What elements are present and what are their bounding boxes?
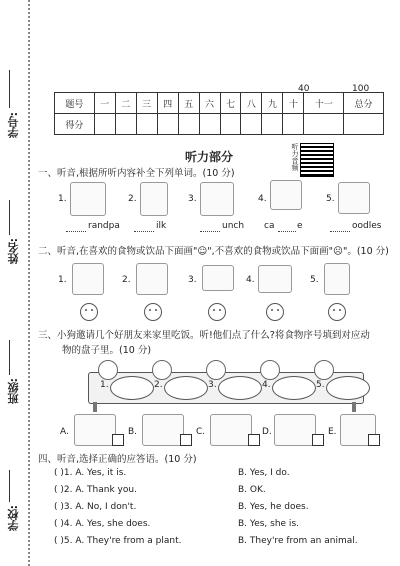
- score-header-cell: 九: [262, 93, 283, 114]
- q3-number: 3.: [208, 380, 217, 390]
- q4-question: ( )2. A. Thank you.: [54, 485, 137, 495]
- q1-title: 一、听音,根据所听内容补全下列单词。(10 分): [38, 168, 235, 179]
- table-leg: [93, 402, 97, 412]
- q2-number: 3.: [188, 275, 197, 285]
- score-cell[interactable]: [136, 114, 157, 135]
- score-value-row: [55, 114, 384, 135]
- score-cell[interactable]: [220, 114, 241, 135]
- student-id-label: 学号:: [7, 112, 20, 139]
- answer-box[interactable]: [180, 434, 192, 446]
- q1-number: 5.: [326, 194, 335, 204]
- answer-blank[interactable]: [66, 230, 86, 232]
- score-header-cell: 六: [199, 93, 220, 114]
- bread-slices-picture-icon: [210, 414, 252, 446]
- qr-code-icon[interactable]: [300, 143, 334, 177]
- score-cell[interactable]: [283, 114, 304, 135]
- face-circle-icon[interactable]: [328, 303, 346, 321]
- carrot-picture-icon: [136, 263, 168, 295]
- milk-picture-icon: [140, 182, 168, 216]
- q4-question: ( )3. A. No, I don't.: [54, 502, 137, 512]
- plate[interactable]: [218, 376, 262, 400]
- score-header-cell: 十一: [304, 93, 344, 114]
- score-cell[interactable]: [199, 114, 220, 135]
- q3-number: 5.: [316, 380, 325, 390]
- answer-blank[interactable]: [278, 230, 296, 232]
- q1-number: 4.: [258, 194, 267, 204]
- section-title: 听力部分: [185, 150, 234, 164]
- name-line: [9, 200, 10, 235]
- animal-head-icon: [314, 360, 334, 380]
- q4-title: 四、听音,选择正确的应答语。(10 分): [38, 454, 197, 465]
- q3-option: A.: [60, 427, 69, 437]
- score-header-cell: 十: [283, 93, 304, 114]
- binding-dotted-line: [28, 0, 30, 566]
- bread-picture-icon: [202, 265, 234, 291]
- q3-title-line2: 物的盘子里。(10 分): [62, 345, 152, 356]
- class-line: [9, 340, 10, 375]
- q1-word: oodles: [352, 221, 382, 231]
- score-cell[interactable]: [344, 114, 384, 135]
- jam-jar-picture-icon: [324, 263, 350, 295]
- plate[interactable]: [272, 376, 316, 400]
- q4-option-b: B. OK.: [238, 485, 266, 495]
- score-header-cell: 三: [136, 93, 157, 114]
- score-cell[interactable]: [178, 114, 199, 135]
- answer-box[interactable]: [112, 434, 124, 446]
- vegetables-picture-icon: [142, 414, 184, 446]
- food-plate-picture-icon: [74, 414, 116, 446]
- score-cell[interactable]: [304, 114, 344, 135]
- qr-label: 听力音频: [291, 143, 299, 171]
- q4-option-b: B. Yes, he does.: [238, 502, 309, 512]
- score-header-cell: 二: [115, 93, 136, 114]
- school-line: [9, 470, 10, 502]
- animal-head-icon: [98, 360, 118, 380]
- q3-number: 2.: [154, 380, 163, 390]
- face-circle-icon[interactable]: [80, 303, 98, 321]
- score-number-40: 40: [298, 84, 310, 94]
- score-header-cell: 一: [94, 93, 115, 114]
- q1-word: e: [297, 221, 303, 231]
- orange-juice-picture-icon: [72, 263, 104, 295]
- score-header-cell: 七: [220, 93, 241, 114]
- plate[interactable]: [164, 376, 208, 400]
- grandpa-picture-icon: [70, 182, 106, 216]
- cake-picture-icon: [270, 180, 302, 210]
- score-cell[interactable]: [115, 114, 136, 135]
- q1-number: 2.: [128, 194, 137, 204]
- q3-option: C.: [196, 427, 206, 437]
- face-circle-icon[interactable]: [266, 303, 284, 321]
- q3-number: 4.: [262, 380, 271, 390]
- answer-blank[interactable]: [330, 230, 350, 232]
- face-circle-icon[interactable]: [144, 303, 162, 321]
- q4-question: ( )4. A. Yes, she does.: [54, 519, 151, 529]
- q2-number: 5.: [310, 275, 319, 285]
- answer-box[interactable]: [368, 434, 380, 446]
- score-header-cell: 题号: [55, 93, 95, 114]
- animal-head-icon: [260, 360, 280, 380]
- score-header-cell: 总分: [344, 93, 384, 114]
- score-cell[interactable]: [94, 114, 115, 135]
- answer-box[interactable]: [248, 434, 260, 446]
- pizza-picture-icon: [258, 265, 292, 293]
- score-header-cell: 八: [241, 93, 262, 114]
- q1-number: 3.: [188, 194, 197, 204]
- q4-option-b: B. Yes, I do.: [238, 468, 290, 478]
- q4-option-b: B. They're from an animal.: [238, 536, 358, 546]
- student-id-line: [9, 70, 10, 108]
- q2-number: 4.: [246, 275, 255, 285]
- noodles-picture-icon: [338, 182, 370, 214]
- q2-title: 二、听音,在喜欢的食物或饮品下面画"☺",不喜欢的食物或饮品下面画"☹"。(10 分): [38, 246, 389, 257]
- score-table: [54, 92, 384, 135]
- answer-blank[interactable]: [134, 230, 154, 232]
- plate[interactable]: [110, 376, 154, 400]
- animal-head-icon: [206, 360, 226, 380]
- answer-box[interactable]: [312, 434, 324, 446]
- score-header-cell: 四: [157, 93, 178, 114]
- q3-number: 1.: [100, 380, 109, 390]
- score-row-label: 得分: [55, 114, 95, 135]
- q4-option-b: B. Yes, she is.: [238, 519, 299, 529]
- score-cell[interactable]: [241, 114, 262, 135]
- q3-option: E.: [328, 427, 337, 437]
- score-cell[interactable]: [157, 114, 178, 135]
- q4-question: ( )1. A. Yes, it is.: [54, 468, 127, 478]
- q1-word: unch: [222, 221, 245, 231]
- score-header-cell: 五: [178, 93, 199, 114]
- fruit-and-drink-picture-icon: [274, 414, 316, 446]
- plate[interactable]: [326, 376, 370, 400]
- q3-option: D.: [262, 427, 272, 437]
- q3-option: B.: [128, 427, 138, 437]
- q1-word: ca: [264, 221, 275, 231]
- school-label: 学校:: [7, 505, 20, 532]
- name-label: 姓名:: [7, 238, 20, 265]
- score-number-100: 100: [352, 84, 370, 94]
- score-cell[interactable]: [262, 114, 283, 135]
- q2-number: 1.: [58, 275, 67, 285]
- q3-title: 三、小狗邀请几个好朋友来家里吃饭。听!他们点了什么?将食物序号填到对应动: [38, 330, 370, 341]
- animal-head-icon: [152, 360, 172, 380]
- q2-number: 2.: [122, 275, 131, 285]
- answer-blank[interactable]: [200, 230, 220, 232]
- q4-question: ( )5. A. They're from a plant.: [54, 536, 182, 546]
- score-header-row: [55, 93, 384, 114]
- q1-word: randpa: [88, 221, 120, 231]
- table-leg: [352, 402, 356, 412]
- q1-number: 1.: [58, 194, 67, 204]
- lunch-picture-icon: [200, 182, 234, 216]
- q1-word: ilk: [156, 221, 167, 231]
- face-circle-icon[interactable]: [208, 303, 226, 321]
- class-label: 班级:: [7, 378, 20, 405]
